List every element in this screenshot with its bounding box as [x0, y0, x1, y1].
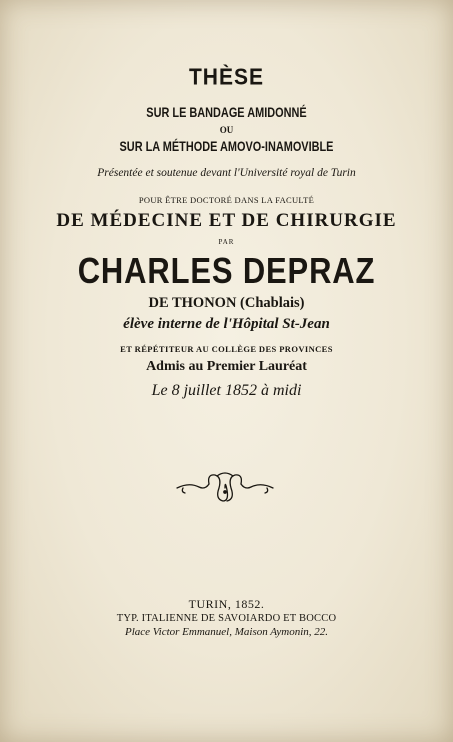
subject-line-1: SUR LE BANDAGE AMIDONNÉ	[146, 104, 307, 120]
conjunction-text: OU	[219, 125, 234, 135]
presented-line: Présentée et soutenue devant l'Université royal de Turin	[97, 167, 356, 179]
purpose-line: POUR ÊTRE DOCTORÉ DANS LA FACULTÉ	[138, 195, 315, 205]
faculty-line: DE MÉDECINE ET DE CHIRURGIE	[56, 210, 397, 231]
author-origin: DE THONON (Chablais)	[148, 295, 305, 311]
subject-line-2: SUR LA MÉTHODE AMOVO-INAMOVIBLE	[119, 138, 334, 154]
author-position: élève interne de l'Hôpital St-Jean	[123, 316, 330, 332]
imprint-place-year: TURIN, 1852.	[188, 597, 265, 611]
flourish-ornament-icon	[175, 468, 275, 508]
author-name: CHARLES DEPRAZ	[77, 250, 376, 291]
defense-date: Le 8 juillet 1852 à midi	[151, 382, 302, 399]
imprint-printer: TYP. ITALIENNE DE SAVOIARDO ET BOCCO	[116, 613, 337, 624]
author-role: ET RÉPÉTITEUR AU COLLÈGE DES PROVINCES	[120, 344, 333, 354]
imprint-address: Place Victor Emmanuel, Maison Aymonin, 22.	[124, 626, 329, 638]
honor-line: Admis au Premier Lauréat	[146, 359, 307, 374]
by-line: PAR	[218, 238, 235, 246]
thesis-title: THÈSE	[188, 64, 264, 91]
